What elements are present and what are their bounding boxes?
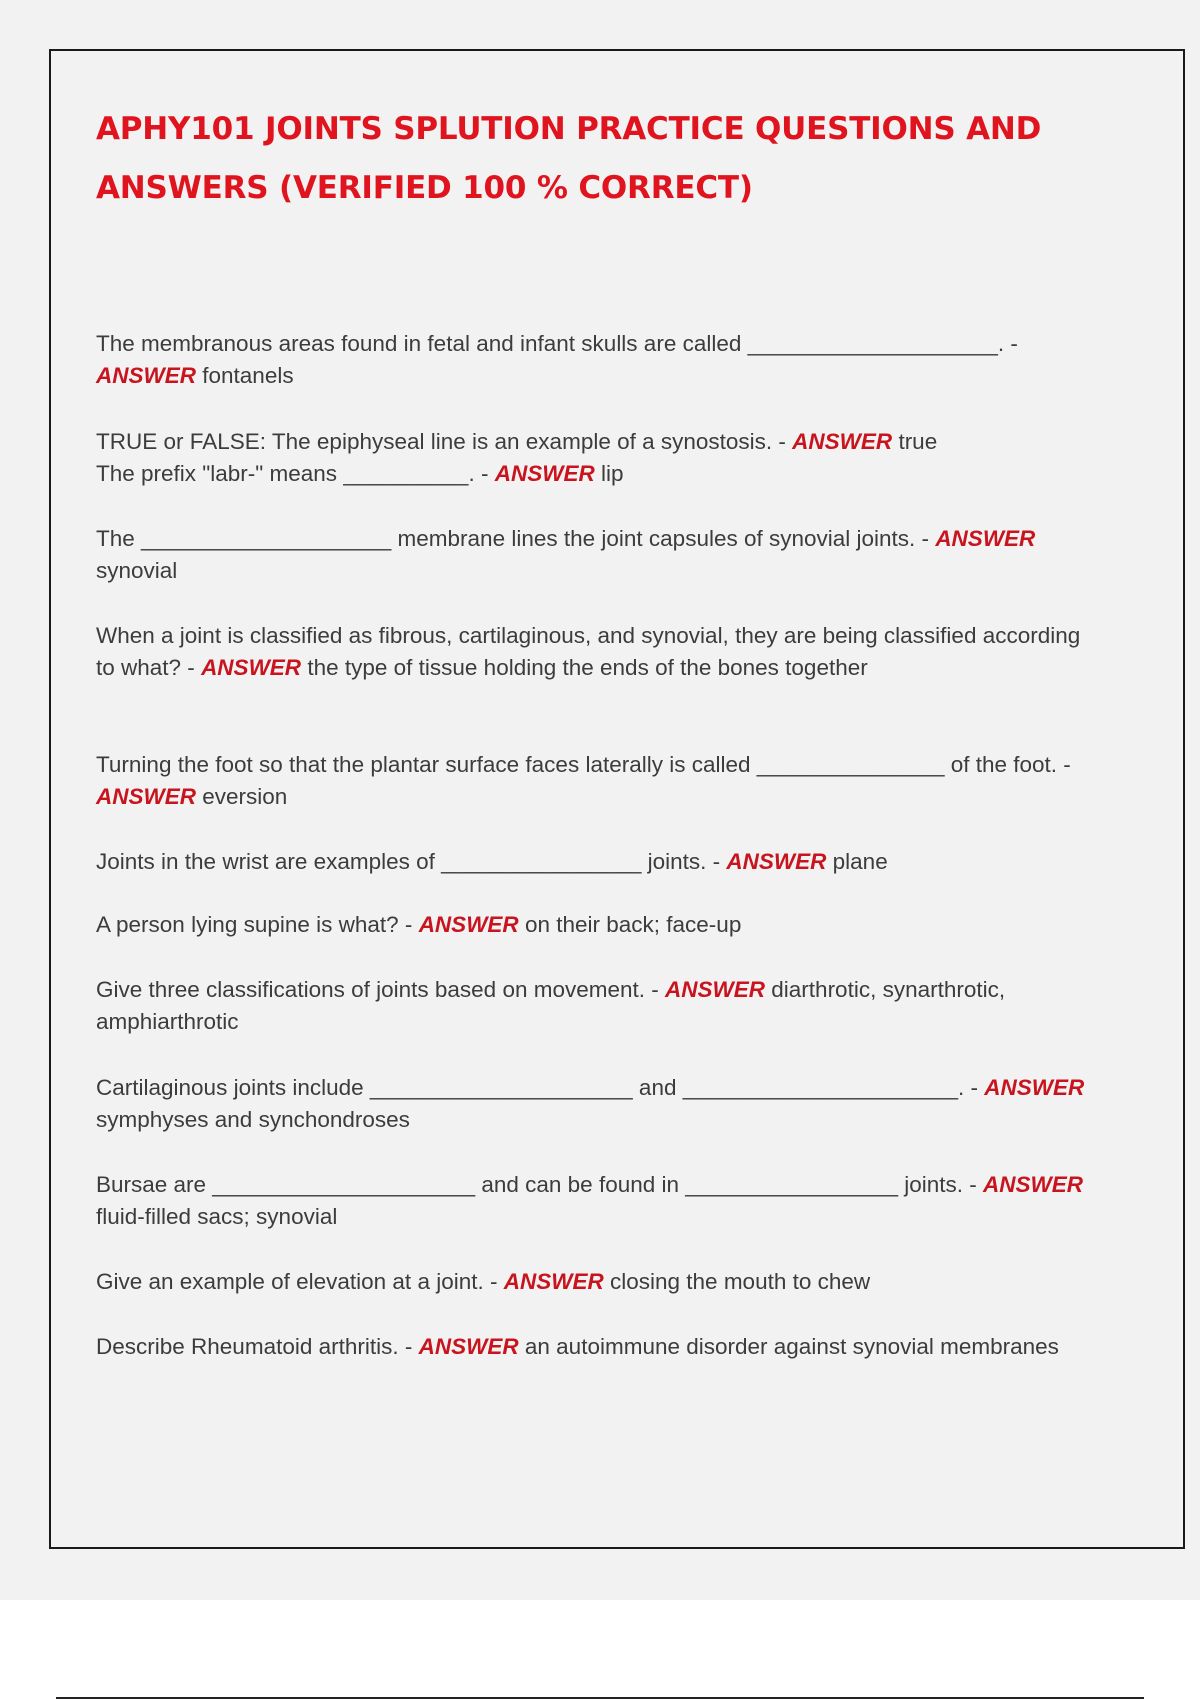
answer-text: symphyses and synchondroses: [96, 1107, 410, 1132]
question-text: Bursae are _____________________ and can be found in _________________ joints. -: [96, 1172, 984, 1197]
qa-item-11: [96, 1169, 1086, 1233]
answer-text: fontanels: [202, 363, 294, 388]
qa-item-1: [96, 328, 1086, 392]
answer-marker: ANSWER: [665, 977, 766, 1002]
qa-item-7: [96, 846, 1086, 878]
answer-marker: ANSWER: [201, 655, 302, 680]
answer-text: the type of tissue holding the ends of the bones together: [307, 655, 868, 680]
question-text: Give three classifications of joints based on movement. -: [96, 977, 666, 1002]
answer-marker: ANSWER: [935, 526, 1036, 551]
question-text: TRUE or FALSE: The epiphyseal line is an example of a synostosis. -: [96, 429, 793, 454]
question-text: The prefix "labr-" means __________. -: [96, 461, 495, 486]
qa-item-2: [96, 426, 1086, 458]
answer-text: plane: [832, 849, 888, 874]
question-text: The ____________________ membrane lines the joint capsules of synovial joints. -: [96, 526, 936, 551]
question-text: Turning the foot so that the plantar surface faces laterally is called _______________ of the foot. -: [96, 752, 1071, 777]
answer-marker: ANSWER: [726, 849, 827, 874]
answer-text: lip: [600, 461, 624, 486]
qa-item-10: [96, 1072, 1086, 1136]
question-text: Give an example of elevation at a joint. -: [96, 1269, 504, 1294]
answer-text: fluid-filled sacs; synovial: [96, 1204, 338, 1229]
qa-item-4: [96, 523, 1086, 587]
question-text: When a joint is classified as fibrous, cartilaginous, and synovial, they are being classified according to what? -: [96, 623, 1081, 680]
qa-item-3: [96, 458, 1086, 490]
qa-item-12: [96, 1266, 1086, 1298]
answer-marker: ANSWER: [96, 784, 196, 809]
document-title: APHY101 JOINTS SPLUTION PRACTICE QUESTIONS AND ANSWERS (VERIFIED 100 % CORRECT): [96, 111, 1042, 206]
qa-item-6: [96, 749, 1086, 813]
answer-marker: ANSWER: [494, 461, 595, 486]
question-text: The membranous areas found in fetal and infant skulls are called ____________________. -: [96, 331, 1018, 356]
answer-text: eversion: [202, 784, 288, 809]
answer-marker: ANSWER: [792, 429, 893, 454]
qa-item-13: [96, 1331, 1086, 1363]
answer-marker: ANSWER: [503, 1269, 604, 1294]
qa-item-8: [96, 909, 1086, 941]
answer-marker: ANSWER: [984, 1075, 1085, 1100]
answer-text: an autoimmune disorder against synovial membranes: [524, 1334, 1059, 1359]
question-text: Cartilaginous joints include _____________________ and ______________________. -: [96, 1075, 985, 1100]
answer-marker: ANSWER: [96, 363, 196, 388]
footer-divider: [56, 1697, 1144, 1699]
question-text: A person lying supine is what? -: [96, 912, 419, 937]
answer-text: synovial: [96, 558, 178, 583]
qa-item-9: [96, 974, 1086, 1038]
answer-text: true: [898, 429, 938, 454]
answer-text: closing the mouth to chew: [610, 1269, 871, 1294]
answer-marker: ANSWER: [983, 1172, 1084, 1197]
answer-text: on their back; face-up: [524, 912, 742, 937]
question-text: Joints in the wrist are examples of ________________ joints. -: [96, 849, 727, 874]
question-text: Describe Rheumatoid arthritis. -: [96, 1334, 419, 1359]
answer-text: diarthrotic, synarthrotic, amphiarthrotic: [96, 977, 1006, 1034]
qa-item-5: [96, 620, 1086, 684]
answer-marker: ANSWER: [418, 1334, 519, 1359]
answer-marker: ANSWER: [418, 912, 519, 937]
